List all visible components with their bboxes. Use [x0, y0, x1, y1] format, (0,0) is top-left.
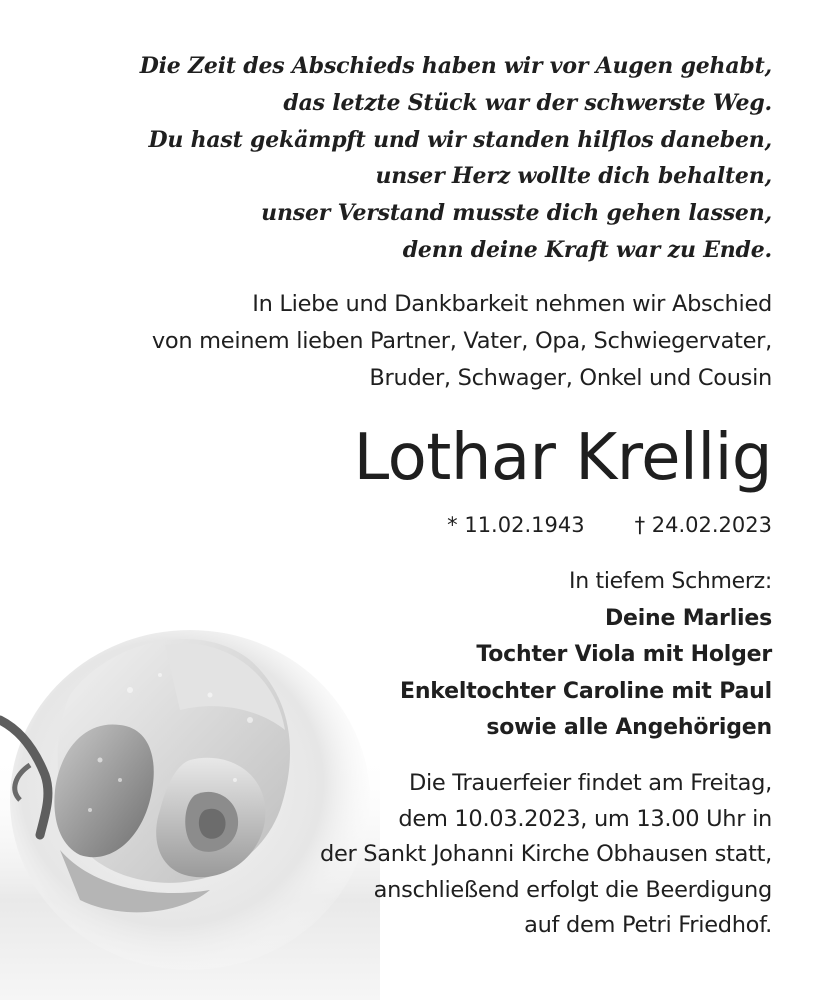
- death-date: † 24.02.2023: [634, 513, 772, 537]
- mourner-name: Deine Marlies: [604, 605, 772, 631]
- service-line: der Sankt Johanni Kirche Obhausen statt,: [319, 841, 772, 868]
- poem-line: unser Herz wollte dich behalten,: [375, 163, 772, 190]
- service-line: dem 10.03.2023, um 13.00 Uhr in: [398, 805, 772, 832]
- poem-line: Du hast gekämpft und wir standen hilflos daneben,: [148, 126, 772, 153]
- intro-line: von meinem lieben Partner, Vater, Opa, Schwiegervater,: [151, 328, 772, 354]
- mourners-heading: In tiefem Schmerz:: [569, 569, 772, 594]
- intro-line: Bruder, Schwager, Onkel und Cousin: [369, 365, 772, 391]
- mourner-name: sowie alle Angehörigen: [486, 715, 772, 740]
- poem-line: das letzte Stück war der schwerste Weg.: [283, 89, 772, 116]
- farewell-intro: [152, 286, 772, 397]
- poem-line: unser Verstand musste dich gehen lassen,: [261, 200, 772, 227]
- poem-verse: [140, 48, 772, 269]
- life-dates: [447, 510, 772, 540]
- birth-date: * 11.02.1943: [447, 513, 585, 537]
- service-line: auf dem Petri Friedhof.: [524, 912, 772, 939]
- deceased-name: Lothar Krellig: [353, 421, 772, 495]
- mourners-list: [400, 564, 772, 747]
- intro-line: In Liebe und Dankbarkeit nehmen wir Abschied: [252, 291, 772, 317]
- poem-line: Die Zeit des Abschieds haben wir vor Augen gehabt,: [139, 53, 772, 79]
- funeral-service-info: [320, 766, 772, 944]
- service-line: anschließend erfolgt die Beerdigung: [373, 876, 772, 903]
- service-line: Die Trauerfeier findet am Freitag,: [408, 770, 772, 796]
- mourner-name: Tochter Viola mit Holger: [476, 642, 772, 667]
- poem-line: denn deine Kraft war zu Ende.: [402, 236, 772, 263]
- mourner-name: Enkeltochter Caroline mit Paul: [400, 678, 772, 704]
